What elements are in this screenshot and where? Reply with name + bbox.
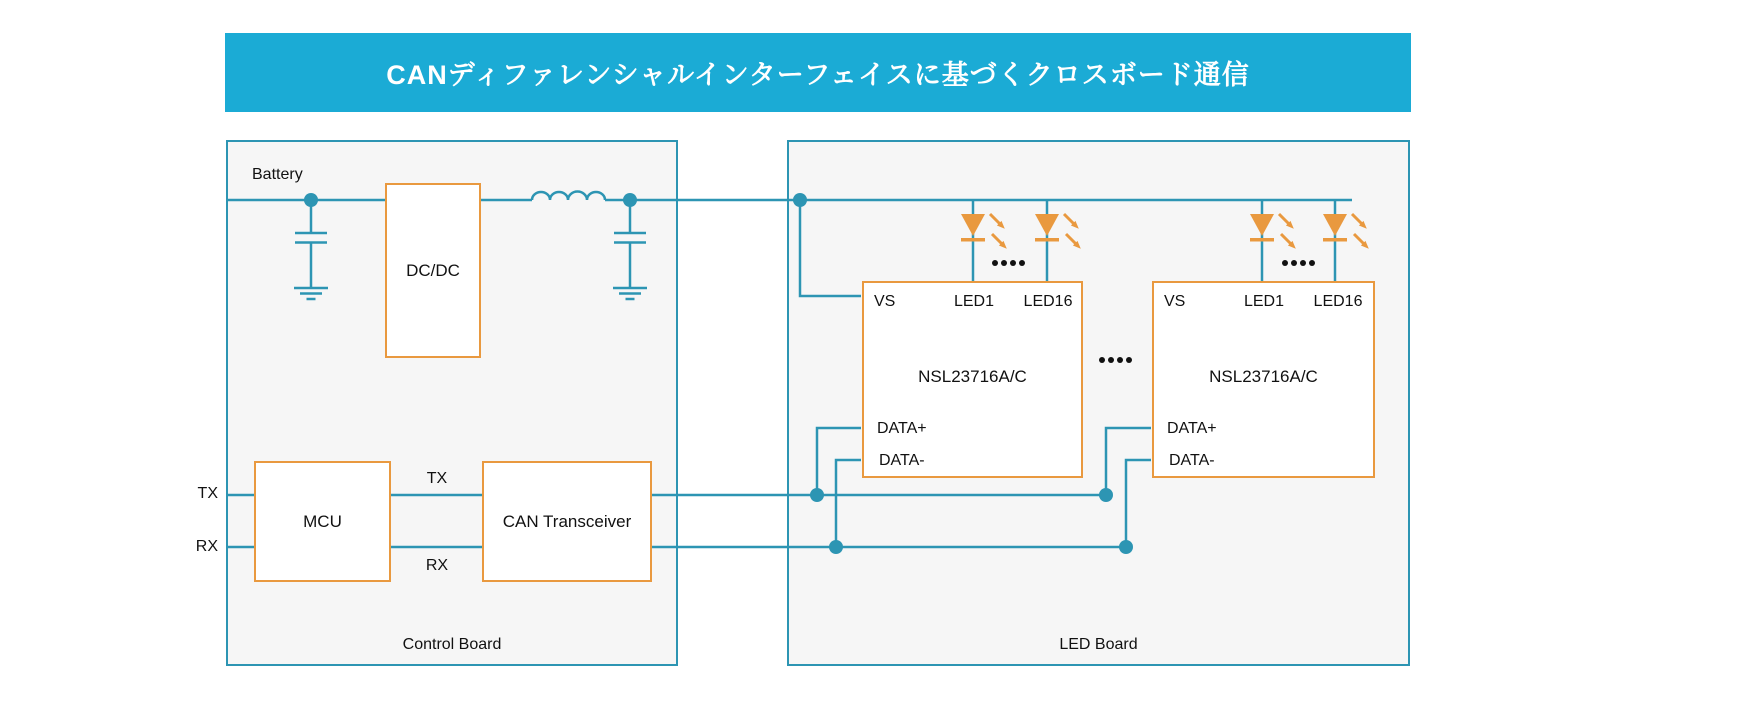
inductor-icon xyxy=(532,192,605,200)
capacitor-icon xyxy=(295,200,327,288)
data-plus-pin-label: DATA+ xyxy=(1167,420,1217,437)
ellipsis-dots-between-chips xyxy=(1099,357,1132,363)
data-plus-branch xyxy=(1106,428,1151,495)
junction-dot xyxy=(304,193,318,207)
data-minus-pin-label: DATA- xyxy=(1169,452,1215,469)
junction-dot xyxy=(810,488,824,502)
led-driver-chip-1 xyxy=(862,281,1083,478)
data-plus-pin-label: DATA+ xyxy=(877,420,927,437)
led16-pin-label: LED16 xyxy=(1023,293,1073,310)
vs-pin-label: VS xyxy=(1164,293,1186,310)
junction-dot xyxy=(623,193,637,207)
dcdc-converter-box xyxy=(385,183,481,358)
rx-external-label: RX xyxy=(195,538,218,555)
led-icon xyxy=(1323,214,1369,249)
vs-pin-label: VS xyxy=(874,293,896,310)
battery-label: Battery xyxy=(252,166,303,183)
led1-pin-label: LED1 xyxy=(953,293,995,310)
led-icon xyxy=(1035,214,1081,249)
led1-pin-label: LED1 xyxy=(1243,293,1285,310)
can-transceiver-box xyxy=(482,461,652,582)
tx-line-label: TX xyxy=(426,470,448,487)
control-board-label: Control Board xyxy=(402,636,502,653)
capacitor-icon xyxy=(614,200,646,288)
ellipsis-dots-between-leds xyxy=(992,260,1025,266)
junction-dot xyxy=(829,540,843,554)
junction-dot xyxy=(1099,488,1113,502)
tx-external-label: TX xyxy=(197,485,218,502)
led-icon xyxy=(961,214,1007,249)
junction-dot xyxy=(793,193,807,207)
page-title: CANディファレンシャルインターフェイスに基づくクロスボード通信 xyxy=(386,60,1250,90)
dcdc-label: DC/DC xyxy=(406,260,460,280)
data-minus-branch xyxy=(836,460,861,547)
led-board-label: LED Board xyxy=(1059,636,1138,653)
chip-part-number: NSL23716A/C xyxy=(918,367,1027,386)
mcu-box xyxy=(254,461,391,582)
led16-pin-label: LED16 xyxy=(1313,293,1363,310)
led-icon xyxy=(1250,214,1296,249)
vs-feed-wire xyxy=(800,200,861,296)
can-transceiver-label: CAN Transceiver xyxy=(502,511,632,531)
junction-dot xyxy=(1119,540,1133,554)
data-plus-branch xyxy=(817,428,861,495)
data-minus-branch xyxy=(1126,460,1151,547)
led-driver-chip-2 xyxy=(1152,281,1375,478)
ground-icon xyxy=(613,288,647,299)
mcu-label: MCU xyxy=(303,511,342,531)
chip-part-number: NSL23716A/C xyxy=(1209,367,1318,386)
ellipsis-dots-between-leds xyxy=(1282,260,1315,266)
data-minus-pin-label: DATA- xyxy=(879,452,925,469)
ground-icon xyxy=(294,288,328,299)
rx-line-label: RX xyxy=(425,557,449,574)
